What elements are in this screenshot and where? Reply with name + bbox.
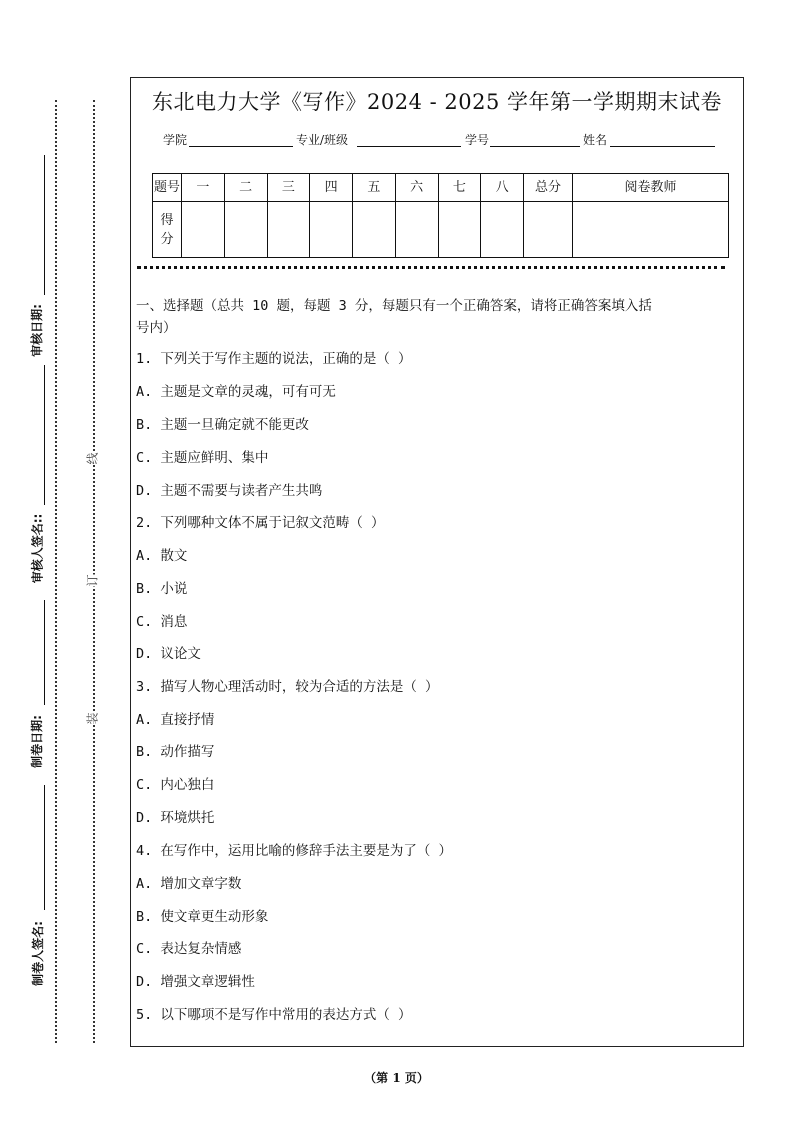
reviewer-signature-label: 审核人签名:: bbox=[30, 513, 45, 584]
question-stem: 3. 描写人物心理活动时，较为合适的方法是（ ） bbox=[136, 679, 439, 695]
score-cell[interactable] bbox=[353, 202, 396, 258]
major-class-field[interactable] bbox=[357, 146, 461, 147]
column-header: 七 bbox=[438, 174, 481, 202]
score-row-label: 得分 bbox=[153, 202, 182, 258]
question-stem: 2. 下列哪种文体不属于记叙文范畴（ ） bbox=[136, 515, 385, 531]
column-header: 一 bbox=[182, 174, 225, 202]
section-heading-cont: 号内） bbox=[136, 320, 177, 336]
compile-date-line bbox=[44, 600, 45, 705]
column-header: 二 bbox=[224, 174, 267, 202]
binding-dotted-line bbox=[93, 100, 95, 1043]
column-header: 三 bbox=[267, 174, 310, 202]
student-id-field[interactable] bbox=[490, 146, 580, 147]
reviewer-signature-line bbox=[44, 365, 45, 505]
question-stem: 1. 下列关于写作主题的说法，正确的是（ ） bbox=[136, 351, 412, 367]
score-cell[interactable] bbox=[267, 202, 310, 258]
binding-mark-bind: 装 bbox=[82, 712, 103, 724]
score-cell[interactable] bbox=[224, 202, 267, 258]
question-stem: 4. 在写作中，运用比喻的修辞手法主要是为了（ ） bbox=[136, 843, 453, 859]
column-header: 五 bbox=[353, 174, 396, 202]
compiler-signature-line bbox=[44, 785, 45, 910]
exam-title: 东北电力大学《写作》2024 - 2025 学年第一学期期末试卷 bbox=[151, 90, 722, 114]
name-label: 姓名 bbox=[583, 133, 608, 147]
score-cell[interactable] bbox=[310, 202, 353, 258]
question-option: C. 内心独白 bbox=[136, 777, 215, 793]
score-cell[interactable] bbox=[573, 202, 729, 258]
score-cell[interactable] bbox=[438, 202, 481, 258]
column-header: 六 bbox=[395, 174, 438, 202]
compiler-signature-label: 制卷人签名: bbox=[30, 921, 45, 986]
score-cell[interactable] bbox=[524, 202, 573, 258]
question-option: B. 主题一旦确定就不能更改 bbox=[136, 417, 309, 433]
question-stem: 5. 以下哪项不是写作中常用的表达方式（ ） bbox=[136, 1007, 412, 1023]
column-header: 阅卷教师 bbox=[573, 174, 729, 202]
header-row-label: 题号 bbox=[153, 174, 182, 202]
question-option: D. 环境烘托 bbox=[136, 810, 215, 826]
score-cell[interactable] bbox=[481, 202, 524, 258]
dotted-divider bbox=[137, 266, 725, 269]
student-id-label: 学号 bbox=[465, 133, 490, 147]
question-option: D. 议论文 bbox=[136, 646, 201, 662]
question-number-row bbox=[153, 174, 729, 202]
question-option: C. 主题应鲜明、集中 bbox=[136, 450, 269, 466]
compile-date-label: 制卷日期: bbox=[29, 715, 44, 768]
binding-mark-line: 线 bbox=[82, 452, 103, 464]
college-label: 学院 bbox=[163, 133, 188, 147]
score-row bbox=[153, 202, 729, 258]
outer-dotted-line bbox=[55, 100, 57, 1043]
question-option: D. 主题不需要与读者产生共鸣 bbox=[136, 483, 323, 499]
section-heading: 一、选择题（总共 10 题，每题 3 分，每题只有一个正确答案，请将正确答案填入括 bbox=[136, 298, 652, 314]
question-option: C. 消息 bbox=[136, 614, 188, 630]
question-option: A. 主题是文章的灵魂，可有可无 bbox=[136, 384, 336, 400]
question-option: B. 使文章更生动形象 bbox=[136, 909, 269, 925]
question-option: C. 表达复杂情感 bbox=[136, 941, 242, 957]
score-table bbox=[152, 173, 729, 258]
name-field[interactable] bbox=[610, 146, 715, 147]
page-number: （第 1 页） bbox=[364, 1071, 429, 1085]
column-header: 四 bbox=[310, 174, 353, 202]
college-field[interactable] bbox=[189, 146, 293, 147]
column-header: 总分 bbox=[524, 174, 573, 202]
question-option: A. 散文 bbox=[136, 548, 188, 564]
binding-mark-order: 订 bbox=[82, 574, 103, 586]
review-date-label: 审核日期: bbox=[29, 304, 44, 357]
column-header: 八 bbox=[481, 174, 524, 202]
score-cell[interactable] bbox=[395, 202, 438, 258]
major-class-label: 专业/班级 bbox=[296, 133, 349, 147]
review-date-line bbox=[44, 155, 45, 295]
score-cell[interactable] bbox=[182, 202, 225, 258]
question-option: B. 小说 bbox=[136, 581, 188, 597]
question-option: B. 动作描写 bbox=[136, 744, 215, 760]
question-option: A. 直接抒情 bbox=[136, 712, 215, 728]
question-option: A. 增加文章字数 bbox=[136, 876, 242, 892]
question-option: D. 增强文章逻辑性 bbox=[136, 974, 255, 990]
